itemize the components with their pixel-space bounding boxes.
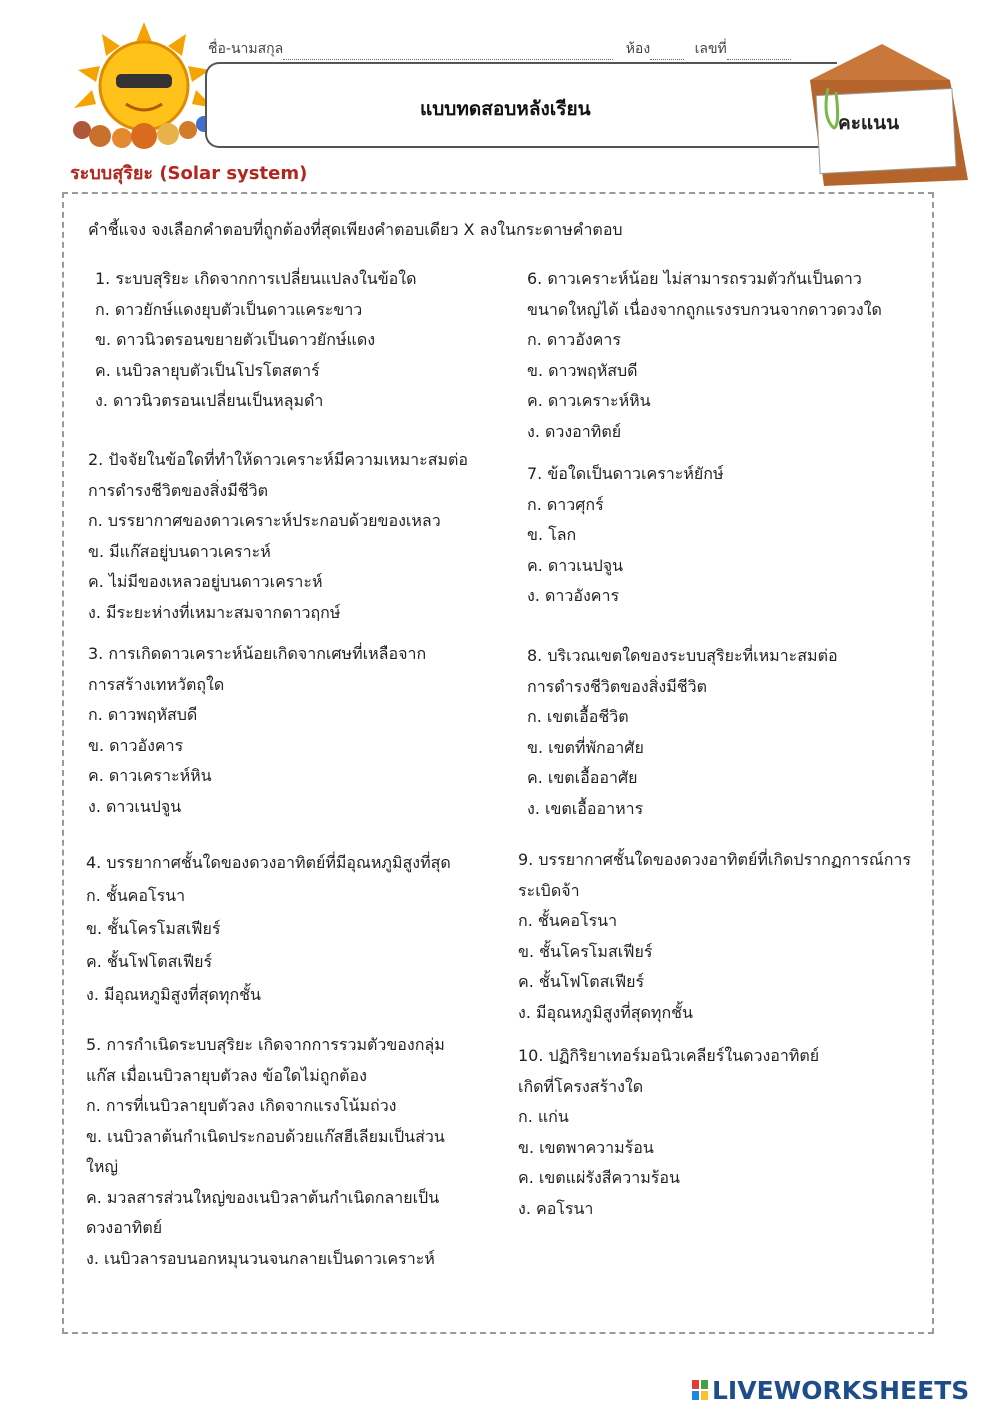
answer-option[interactable]: ก. ชั้นคอโรนา	[518, 911, 618, 930]
answer-option[interactable]: ข. ดาวอังคาร	[88, 735, 184, 755]
answer-option[interactable]: ก. เขตเอื้อชีวิต	[527, 707, 629, 726]
question-text: 4. บรรยากาศชั้นใดของดวงอาทิตย์ที่มีอุณหภูมิสูงที่สุด	[86, 853, 451, 872]
answer-option[interactable]: ข. โลก	[527, 525, 577, 544]
liveworksheets-logo-icon	[692, 1380, 708, 1400]
answer-option[interactable]: ค. ดาวเคราะห์หิน	[88, 766, 212, 785]
answer-option[interactable]: ข. เขตพาความร้อน	[518, 1137, 654, 1157]
question-6	[527, 264, 882, 447]
question-text: ระเบิดจ้า	[518, 880, 580, 900]
answer-option[interactable]: ง. มีอุณหภูมิสูงที่สุดทุกชั้น	[518, 1002, 693, 1022]
question-1	[95, 264, 416, 417]
number-blank[interactable]	[727, 47, 791, 60]
answer-option[interactable]: ง. มีอุณหภูมิสูงที่สุดทุกชั้น	[86, 985, 261, 1004]
liveworksheets-logo[interactable]	[692, 1375, 969, 1405]
answer-option[interactable]: ค. ดาวเนปจูน	[527, 555, 624, 575]
question-5	[86, 1030, 445, 1274]
question-text: 2. ปัจจัยในข้อใดที่ทำให้ดาวเคราะห์มีความเหมาะสมต่อ	[88, 450, 469, 469]
answer-option[interactable]: ง. ดาวเนปจูน	[88, 796, 182, 816]
question-text: 7. ข้อใดเป็นดาวเคราะห์ยักษ์	[527, 464, 724, 483]
answer-option-continued[interactable]: ใหญ่	[86, 1157, 118, 1176]
answer-option[interactable]: ง. ดวงอาทิตย์	[527, 421, 622, 441]
answer-option[interactable]: ค. ไม่มีของเหลวอยู่บนดาวเคราะห์	[88, 572, 323, 591]
question-3	[88, 639, 426, 822]
answer-option[interactable]: ง. คอโรนา	[518, 1198, 594, 1218]
question-text: การสร้างเทหวัตถุใด	[88, 674, 225, 694]
answer-option[interactable]: ก. แก่น	[518, 1107, 569, 1126]
name-label: ชื่อ-นามสกุล	[208, 41, 284, 57]
question-text: 10. ปฏิกิริยาเทอร์มอนิวเคลียร์ในดวงอาทิตย์	[518, 1046, 820, 1065]
answer-option[interactable]: ค. เขตเอื้ออาศัย	[527, 768, 638, 787]
name-blank[interactable]	[283, 47, 613, 60]
room-blank[interactable]	[650, 47, 684, 60]
answer-option[interactable]: ข. ชั้นโครโมสเฟียร์	[86, 919, 221, 938]
score-label: คะแนน	[838, 112, 900, 134]
question-text: การดำรงชีวิตของสิ่งมีชีวิต	[88, 480, 268, 500]
answer-option-continued[interactable]: ดวงอาทิตย์	[86, 1218, 163, 1237]
answer-option[interactable]: ข. เขตที่พักอาศัย	[527, 737, 644, 757]
instructions: คำชี้แจง จงเลือกคำตอบที่ถูกต้องที่สุดเพียงคำตอบเดียว X ลงในกระดาษคำตอบ	[88, 220, 623, 239]
answer-option[interactable]: ข. ดาวพฤหัสบดี	[527, 360, 638, 380]
answer-option[interactable]: ง. เขตเอื้ออาหาร	[527, 798, 644, 818]
answer-option[interactable]: ก. ดาวอังคาร	[527, 330, 621, 349]
answer-option[interactable]: ง. มีระยะห่างที่เหมาะสมจากดาวฤกษ์	[88, 602, 341, 622]
answer-option[interactable]: ค. เนบิวลายุบตัวเป็นโปรโตสตาร์	[95, 360, 320, 380]
answer-option[interactable]: ค. ชั้นโฟโตสเฟียร์	[518, 972, 645, 991]
page-title: แบบทดสอบหลังเรียน	[420, 98, 591, 120]
answer-option[interactable]: ก. ดาวยักษ์แดงยุบตัวเป็นดาวแคระขาว	[95, 299, 363, 319]
answer-option[interactable]: ค. มวลสารส่วนใหญ่ของเนบิวลาต้นกำเนิดกลายเป็น	[86, 1187, 440, 1207]
question-text: แก๊ส เมื่อเนบิวลายุบตัวลง ข้อใดไม่ถูกต้อง	[86, 1065, 367, 1085]
answer-option[interactable]: ข. ชั้นโครโมสเฟียร์	[518, 941, 653, 961]
question-9	[518, 845, 911, 1028]
answer-option[interactable]: ข. ดาวนิวตรอนขยายตัวเป็นดาวยักษ์แดง	[95, 330, 376, 349]
answer-option[interactable]: ข. มีแก๊สอยู่บนดาวเคราะห์	[88, 541, 271, 561]
question-text: เกิดที่โครงสร้างใด	[518, 1076, 644, 1096]
answer-option[interactable]: ค. ชั้นโฟโตสเฟียร์	[86, 952, 213, 971]
topic-subtitle: ระบบสุริยะ (Solar system)	[70, 163, 308, 184]
question-text: การดำรงชีวิตของสิ่งมีชีวิต	[527, 676, 707, 696]
answer-option[interactable]: ค. ดาวเคราะห์หิน	[527, 391, 651, 410]
answer-option[interactable]: ง. เนบิวลารอบนอกหมุนวนจนกลายเป็นดาวเคราะห์	[86, 1248, 435, 1268]
question-text: 3. การเกิดดาวเคราะห์น้อยเกิดจากเศษที่เหลือจาก	[88, 644, 427, 663]
question-8	[527, 641, 838, 824]
room-label: ห้อง	[625, 41, 651, 57]
answer-option[interactable]: ค. เขตแผ่รังสีความร้อน	[518, 1168, 680, 1187]
answer-option[interactable]: ก. ดาวศุกร์	[527, 494, 604, 514]
number-label: เลขที่	[694, 41, 727, 57]
answer-option[interactable]: ง. ดาวอังคาร	[527, 586, 620, 605]
question-text: 6. ดาวเคราะห์น้อย ไม่สามารถรวมตัวกันเป็นดาว	[527, 269, 862, 288]
question-4	[86, 846, 451, 1011]
answer-option[interactable]: ข. เนบิวลาต้นกำเนิดประกอบด้วยแก๊สฮีเลียมเป็นส่วน	[86, 1126, 445, 1146]
question-2	[88, 445, 468, 628]
answer-option[interactable]: ก. การที่เนบิวลายุบตัวลง เกิดจากแรงโน้มถ่วง	[86, 1096, 397, 1115]
question-7	[527, 459, 724, 612]
sun-illustration	[64, 20, 224, 160]
question-text: 1. ระบบสุริยะ เกิดจากการเปลี่ยนแปลงในข้อใด	[95, 269, 417, 288]
answer-option[interactable]: ก. ชั้นคอโรนา	[86, 886, 186, 905]
answer-option[interactable]: ง. ดาวนิวตรอนเปลี่ยนเป็นหลุมดำ	[95, 391, 324, 410]
student-info-line	[208, 38, 828, 60]
question-text: 8. บริเวณเขตใดของระบบสุริยะที่เหมาะสมต่อ	[527, 646, 838, 665]
question-10	[518, 1041, 819, 1224]
question-text: 5. การกำเนิดระบบสุริยะ เกิดจากการรวมตัวของกลุ่ม	[86, 1035, 445, 1054]
question-text: 9. บรรยากาศชั้นใดของดวงอาทิตย์ที่เกิดปรากฏการณ์การ	[518, 850, 911, 869]
question-text: ขนาดใหญ่ได้ เนื่องจากถูกแรงรบกวนจากดาวดวงใด	[527, 299, 882, 319]
answer-option[interactable]: ก. บรรยากาศของดาวเคราะห์ประกอบด้วยของเหลว	[88, 511, 441, 530]
answer-option[interactable]: ก. ดาวพฤหัสบดี	[88, 705, 198, 724]
brand-name: LIVEWORKSHEETS	[712, 1375, 970, 1405]
